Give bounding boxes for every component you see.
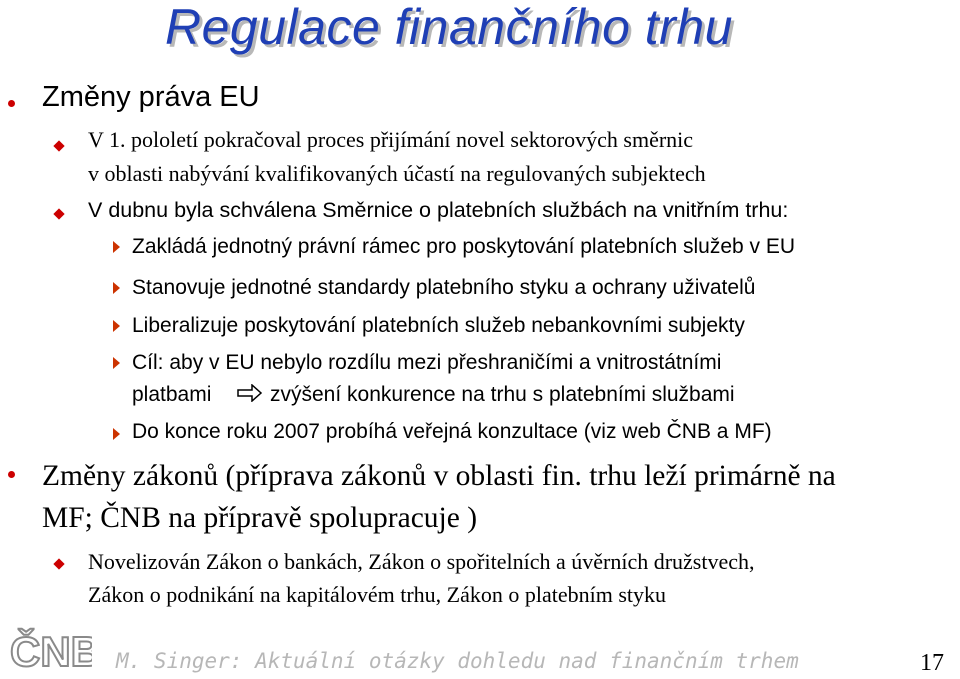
slide-title: Regulace finančního trhu — [165, 0, 733, 55]
bullet-text: Stanovuje jednotné standardy platebního styku a ochrany uživatelů — [132, 276, 756, 299]
bullet-dot — [8, 100, 15, 107]
bullet-triangle — [113, 428, 120, 440]
bullet-diamond — [53, 558, 64, 569]
bullet-text: Liberalizuje poskytování platebních služeb nebankovními subjekty — [132, 314, 745, 337]
bullet-text: V 1. pololetí pokračoval proces přijímání novel sektorových směrnic — [88, 127, 694, 152]
bullet-text: V dubnu byla schválena Směrnice o platebních službách na vnitřním trhu: — [88, 198, 789, 222]
bullet-text-cont: Zákon o podnikání na kapitálovém trhu, Zákon o platebním styku — [88, 582, 666, 607]
bullet-text: Novelizován Zákon o bankách, Zákon o spořitelních a úvěrních družstvech, — [88, 549, 755, 574]
bullet-text: Do konce roku 2007 probíhá veřejná konzultace (viz web ČNB a MF) — [132, 420, 772, 443]
bullet-text-cont: v oblasti nabývání kvalifikovaných účastí na regulovaných subjektech — [88, 161, 706, 186]
bullet-text: Zakládá jednotný právní rámec pro poskytování platebních služeb v EU — [132, 235, 796, 258]
bullet-text-cont: MF; ČNB na přípravě spolupracuje ) — [42, 502, 478, 534]
cnb-logo — [8, 620, 92, 672]
bullet-triangle — [113, 320, 120, 332]
bullet-text-cont: zvýšení konkurence na trhu s platebními službami — [270, 383, 735, 406]
bullet-triangle — [113, 357, 120, 369]
bullet-text: Cíl: aby v EU nebylo rozdílu mezi přeshraničími a vnitrostátními — [132, 351, 722, 374]
bullet-triangle — [113, 282, 120, 294]
arrow-right-icon — [237, 384, 263, 402]
bullet-text-eu-changes: Změny práva EU — [42, 81, 260, 113]
bullet-diamond — [53, 208, 64, 219]
bullet-dot — [8, 471, 15, 478]
bullet-triangle — [113, 241, 120, 253]
bullet-text-cont: platbami — [132, 383, 212, 406]
bullet-diamond — [53, 140, 64, 151]
page-number: 17 — [920, 650, 944, 676]
bullet-text-law-changes: Změny zákonů (příprava zákonů v oblasti fin. trhu leží primárně na — [42, 460, 836, 492]
svg-text:ČNB: ČNB — [10, 628, 92, 672]
footer-caption: M. Singer: Aktuální otázky dohledu nad finančním trhem — [116, 649, 799, 673]
